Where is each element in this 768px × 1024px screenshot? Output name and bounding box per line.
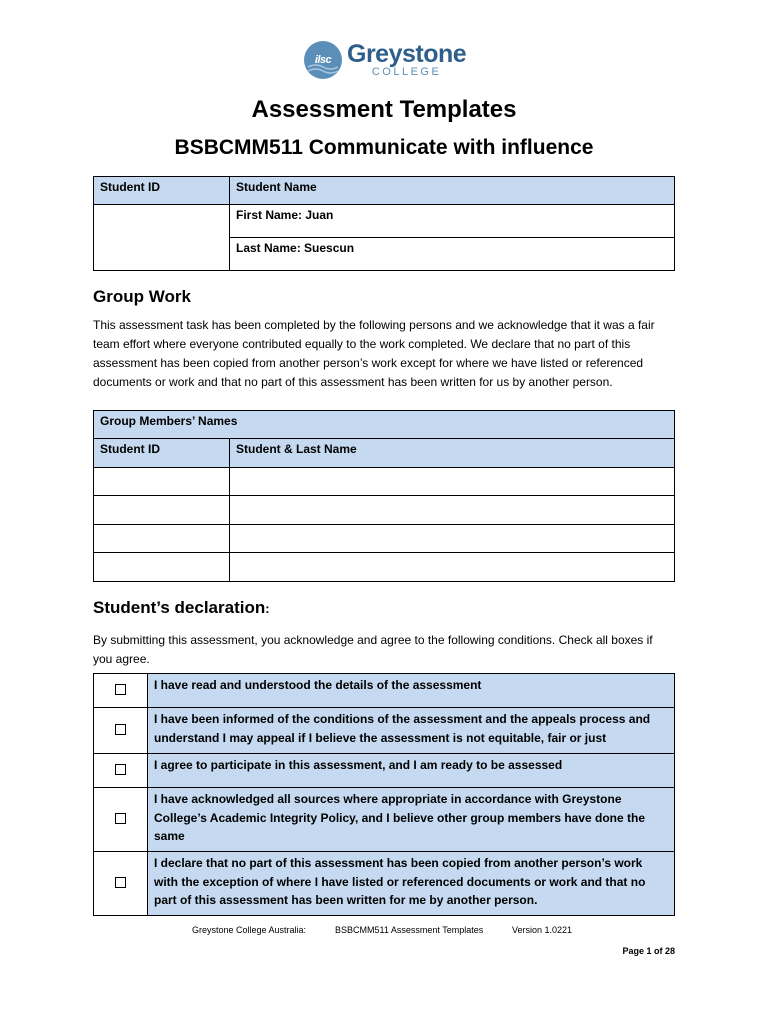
group-work-heading: Group Work [93, 287, 191, 306]
declaration-table [93, 673, 675, 916]
student-id-cell[interactable] [94, 205, 230, 271]
declaration-row [94, 674, 675, 708]
student-name-header: Student Name [230, 177, 675, 205]
logo-name: Greystone [347, 40, 467, 68]
group-name-cell[interactable] [230, 553, 675, 582]
footer-doc: BSBCMM511 Assessment Templates [335, 925, 484, 935]
table-row [94, 496, 675, 525]
group-student-id-header: Student ID [94, 439, 230, 468]
group-members-table [93, 410, 675, 582]
checkbox-icon[interactable] [115, 877, 126, 888]
group-work-paragraph: This assessment task has been completed by the following persons and we acknowledge that it was a fair team effort where everyone contributed equally to the work completed. We declare that no part of this assessment has been copied from another person’s work except for where we have listed or referenced documents or work and that no part of this assessment has been written for us by another person. [93, 318, 655, 389]
page-subtitle: BSBCMM511 Communicate with influence [174, 136, 594, 159]
first-name-cell[interactable]: First Name: Juan [230, 205, 675, 238]
group-id-cell[interactable] [94, 468, 230, 496]
declaration-checkbox-1[interactable] [94, 674, 148, 708]
checkbox-icon[interactable] [115, 813, 126, 824]
checkbox-icon[interactable] [115, 764, 126, 775]
group-name-cell[interactable] [230, 496, 675, 525]
group-members-title: Group Members’ Names [94, 411, 675, 439]
page-number: Page 1 of 28 [622, 946, 675, 956]
ilsc-seal-icon [304, 41, 342, 79]
logo-sub: COLLEGE [371, 66, 442, 78]
declaration-text-4: I have acknowledged all sources where appropriate in accordance with Greystone College’s Academic Integrity Policy, and I believe other group members have done the same [148, 788, 675, 852]
declaration-text-3: I agree to participate in this assessment, and I am ready to be assessed [148, 754, 675, 788]
page-title: Assessment Templates [251, 96, 517, 123]
declaration-heading-colon: : [265, 601, 270, 616]
group-name-cell[interactable] [230, 468, 675, 496]
declaration-text-1: I have read and understood the details of the assessment [148, 674, 675, 708]
last-name-cell[interactable]: Last Name: Suescun [230, 238, 675, 271]
footer-org: Greystone College Australia: [192, 925, 307, 935]
table-row [94, 468, 675, 496]
declaration-heading-text: Student’s declaration [93, 598, 266, 617]
declaration-row [94, 852, 675, 916]
declaration-checkbox-2[interactable] [94, 708, 148, 754]
declaration-text-2: I have been informed of the conditions of the assessment and the appeals process and understand I may appeal if I believe the assessment is not equitable, fair or just [148, 708, 675, 754]
student-info-table [93, 176, 675, 271]
student-id-header: Student ID [94, 177, 230, 205]
checkbox-icon[interactable] [115, 724, 126, 735]
declaration-row [94, 708, 675, 754]
group-id-cell[interactable] [94, 496, 230, 525]
checkbox-icon[interactable] [115, 684, 126, 695]
group-id-cell[interactable] [94, 553, 230, 582]
declaration-row [94, 788, 675, 852]
declaration-row [94, 754, 675, 788]
college-logo [304, 40, 466, 80]
declaration-text-5: I declare that no part of this assessment has been copied from another person’s work with the exception of where I have listed or referenced documents or work and that no part of this assessment has been written for me by another person. [148, 852, 675, 916]
declaration-checkbox-3[interactable] [94, 754, 148, 788]
declaration-checkbox-4[interactable] [94, 788, 148, 852]
group-id-cell[interactable] [94, 525, 230, 553]
table-row [94, 553, 675, 582]
table-row [94, 525, 675, 553]
seal-text: ilsc [314, 54, 332, 66]
footer-version: Version 1.0221 [512, 925, 573, 935]
declaration-checkbox-5[interactable] [94, 852, 148, 916]
declaration-intro: By submitting this assessment, you acknowledge and agree to the following conditions. Check all boxes if you agree. [93, 633, 653, 666]
declaration-heading [93, 598, 270, 618]
group-student-name-header: Student & Last Name [230, 439, 675, 468]
group-name-cell[interactable] [230, 525, 675, 553]
